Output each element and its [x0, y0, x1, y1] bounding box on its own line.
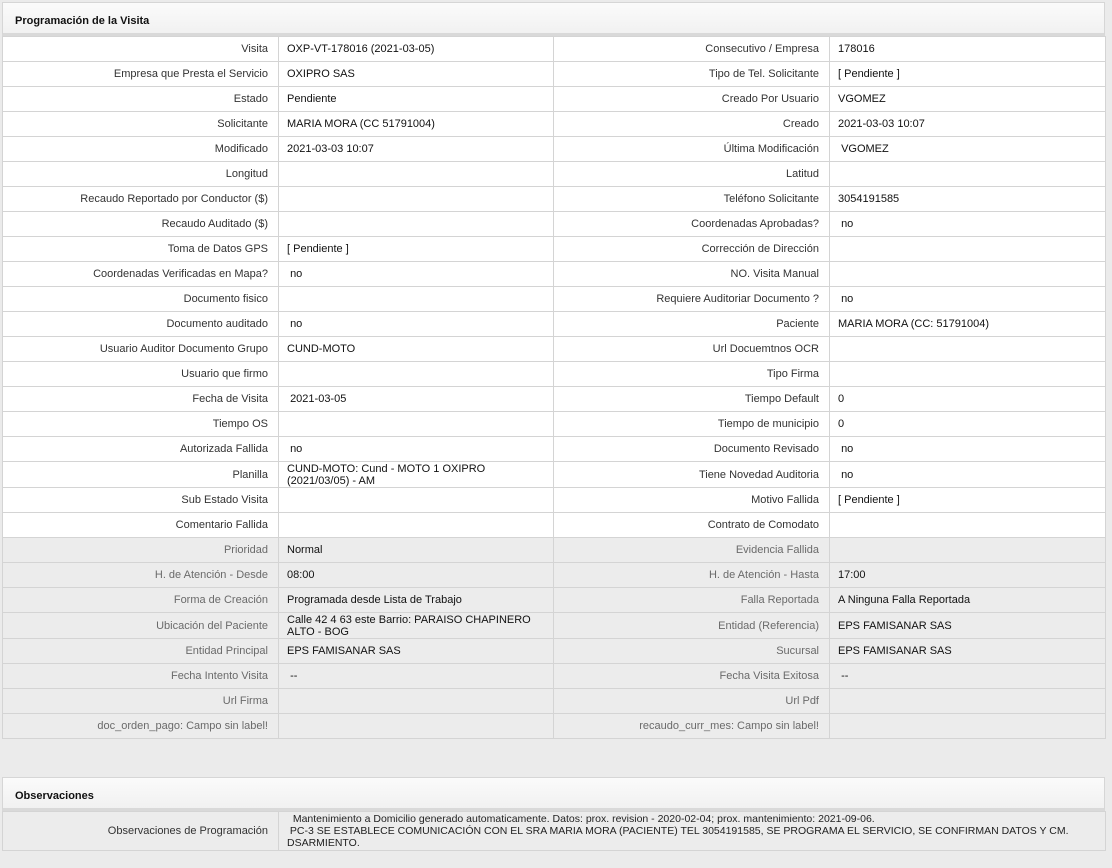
field-label: Teléfono Solicitante [554, 187, 830, 212]
field-label: Última Modificación [554, 137, 830, 162]
programacion-title: Programación de la Visita [2, 2, 1105, 36]
observaciones-panel [2, 777, 1105, 851]
field-value: Programada desde Lista de Trabajo [279, 588, 554, 613]
observaciones-label: Observaciones de Programación [3, 812, 279, 851]
field-label: Toma de Datos GPS [3, 237, 279, 262]
field-value [830, 538, 1106, 563]
programacion-panel [2, 2, 1105, 739]
field-label: Url Firma [3, 689, 279, 714]
form-row [3, 462, 1106, 488]
field-value: VGOMEZ [830, 87, 1106, 112]
form-row [3, 112, 1106, 137]
field-value: [ Pendiente ] [830, 62, 1106, 87]
field-label: Planilla [3, 462, 279, 488]
observaciones-line-2: PC-3 SE ESTABLECE COMUNICACIÓN CON EL SRA MARIA MORA (PACIENTE) TEL 3054191585, SE PROGRAMA EL SERVICIO, SE CONFIRMAN DATOS Y CM. DSARMIENTO. [287, 825, 1072, 849]
field-value: [ Pendiente ] [830, 488, 1106, 513]
field-label: Recaudo Reportado por Conductor ($) [3, 187, 279, 212]
field-value: EPS FAMISANAR SAS [830, 613, 1106, 639]
field-value [830, 162, 1106, 187]
field-value: 0 [830, 387, 1106, 412]
field-label: Usuario Auditor Documento Grupo [3, 337, 279, 362]
field-label: NO. Visita Manual [554, 262, 830, 287]
field-label: Contrato de Comodato [554, 513, 830, 538]
field-label: Ubicación del Paciente [3, 613, 279, 639]
field-value [279, 287, 554, 312]
field-label: Motivo Fallida [554, 488, 830, 513]
field-label: Empresa que Presta el Servicio [3, 62, 279, 87]
field-value: EPS FAMISANAR SAS [279, 639, 554, 664]
field-value: -- [830, 664, 1106, 689]
form-row [3, 714, 1106, 739]
field-label: Documento Revisado [554, 437, 830, 462]
field-value: no [279, 437, 554, 462]
field-value: CUND-MOTO: Cund - MOTO 1 OXIPRO (2021/03/05) - AM [279, 462, 554, 488]
field-label: Creado [554, 112, 830, 137]
form-row [3, 664, 1106, 689]
field-value [279, 162, 554, 187]
field-label: Forma de Creación [3, 588, 279, 613]
form-row [3, 639, 1106, 664]
field-label: H. de Atención - Hasta [554, 563, 830, 588]
field-label: Sub Estado Visita [3, 488, 279, 513]
field-value [830, 689, 1106, 714]
field-label: Coordenadas Verificadas en Mapa? [3, 262, 279, 287]
field-label: Falla Reportada [554, 588, 830, 613]
field-label: doc_orden_pago: Campo sin label! [3, 714, 279, 739]
field-label: Fecha Visita Exitosa [554, 664, 830, 689]
field-value: 178016 [830, 37, 1106, 62]
form-row [3, 588, 1106, 613]
form-row [3, 237, 1106, 262]
field-label: Consecutivo / Empresa [554, 37, 830, 62]
field-label: Tiempo OS [3, 412, 279, 437]
form-row [3, 212, 1106, 237]
form-row [3, 437, 1106, 462]
field-label: Url Pdf [554, 689, 830, 714]
field-label: Tiene Novedad Auditoria [554, 462, 830, 488]
form-row [3, 538, 1106, 563]
form-row [3, 162, 1106, 187]
form-row [3, 563, 1106, 588]
field-value [830, 513, 1106, 538]
field-label: Latitud [554, 162, 830, 187]
field-value: OXP-VT-178016 (2021-03-05) [279, 37, 554, 62]
field-value [279, 212, 554, 237]
field-value [279, 412, 554, 437]
field-value [279, 513, 554, 538]
field-label: Comentario Fallida [3, 513, 279, 538]
field-label: Entidad Principal [3, 639, 279, 664]
field-label: Evidencia Fallida [554, 538, 830, 563]
field-label: Tiempo de municipio [554, 412, 830, 437]
field-label: H. de Atención - Desde [3, 563, 279, 588]
field-label: Tipo de Tel. Solicitante [554, 62, 830, 87]
field-value [279, 714, 554, 739]
field-value: MARIA MORA (CC 51791004) [279, 112, 554, 137]
field-label: Requiere Auditoriar Documento ? [554, 287, 830, 312]
field-label: Longitud [3, 162, 279, 187]
field-value: 0 [830, 412, 1106, 437]
field-value: [ Pendiente ] [279, 237, 554, 262]
field-label: Paciente [554, 312, 830, 337]
field-value [279, 488, 554, 513]
form-row [3, 337, 1106, 362]
field-label: Corrección de Dirección [554, 237, 830, 262]
form-row [3, 312, 1106, 337]
field-label: Fecha Intento Visita [3, 664, 279, 689]
field-label: Coordenadas Aprobadas? [554, 212, 830, 237]
field-value: 2021-03-03 10:07 [830, 112, 1106, 137]
field-value [830, 714, 1106, 739]
field-value: 08:00 [279, 563, 554, 588]
field-value: no [830, 287, 1106, 312]
field-value [830, 262, 1106, 287]
field-value: OXIPRO SAS [279, 62, 554, 87]
form-row [3, 488, 1106, 513]
observaciones-value [279, 812, 1106, 851]
observaciones-table [2, 811, 1106, 851]
field-label: Solicitante [3, 112, 279, 137]
field-value [279, 362, 554, 387]
form-row [3, 613, 1106, 639]
observaciones-title: Observaciones [2, 777, 1105, 811]
field-label: Tiempo Default [554, 387, 830, 412]
field-label: Estado [3, 87, 279, 112]
field-value: A Ninguna Falla Reportada [830, 588, 1106, 613]
field-value [279, 187, 554, 212]
field-value: 2021-03-03 10:07 [279, 137, 554, 162]
field-label: Modificado [3, 137, 279, 162]
field-label: Prioridad [3, 538, 279, 563]
field-value: 2021-03-05 [279, 387, 554, 412]
field-label: recaudo_curr_mes: Campo sin label! [554, 714, 830, 739]
field-value: -- [279, 664, 554, 689]
field-label: Usuario que firmo [3, 362, 279, 387]
form-row [3, 262, 1106, 287]
programacion-rows [3, 37, 1106, 739]
form-row [3, 387, 1106, 412]
observaciones-line-1: Mantenimiento a Domicilio generado automaticamente. Datos: prox. revision - 2020-02-04; prox. mantenimiento: 2021-09-06. [287, 813, 875, 825]
field-label: Documento fisico [3, 287, 279, 312]
field-value [830, 337, 1106, 362]
field-value [279, 689, 554, 714]
field-value [830, 362, 1106, 387]
field-value: 3054191585 [830, 187, 1106, 212]
form-row [3, 689, 1106, 714]
field-value: MARIA MORA (CC: 51791004) [830, 312, 1106, 337]
field-label: Recaudo Auditado ($) [3, 212, 279, 237]
field-value: no [830, 437, 1106, 462]
field-value: EPS FAMISANAR SAS [830, 639, 1106, 664]
field-value: Normal [279, 538, 554, 563]
field-value: no [830, 212, 1106, 237]
field-value: 17:00 [830, 563, 1106, 588]
field-label: Autorizada Fallida [3, 437, 279, 462]
field-label: Entidad (Referencia) [554, 613, 830, 639]
field-value: VGOMEZ [830, 137, 1106, 162]
form-row [3, 513, 1106, 538]
form-row [3, 62, 1106, 87]
observaciones-row [3, 812, 1106, 851]
field-value: no [279, 312, 554, 337]
form-row [3, 187, 1106, 212]
field-label: Url Docuemtnos OCR [554, 337, 830, 362]
field-label: Documento auditado [3, 312, 279, 337]
field-label: Fecha de Visita [3, 387, 279, 412]
field-label: Creado Por Usuario [554, 87, 830, 112]
form-row [3, 137, 1106, 162]
form-row [3, 412, 1106, 437]
programacion-table [2, 36, 1106, 739]
form-row [3, 37, 1106, 62]
field-value: CUND-MOTO [279, 337, 554, 362]
field-value: Pendiente [279, 87, 554, 112]
form-row [3, 362, 1106, 387]
field-label: Sucursal [554, 639, 830, 664]
field-value: no [830, 462, 1106, 488]
form-row [3, 287, 1106, 312]
field-value: Calle 42 4 63 este Barrio: PARAISO CHAPINERO ALTO - BOG [279, 613, 554, 639]
form-row [3, 87, 1106, 112]
field-label: Tipo Firma [554, 362, 830, 387]
field-value: no [279, 262, 554, 287]
field-value [830, 237, 1106, 262]
field-label: Visita [3, 37, 279, 62]
